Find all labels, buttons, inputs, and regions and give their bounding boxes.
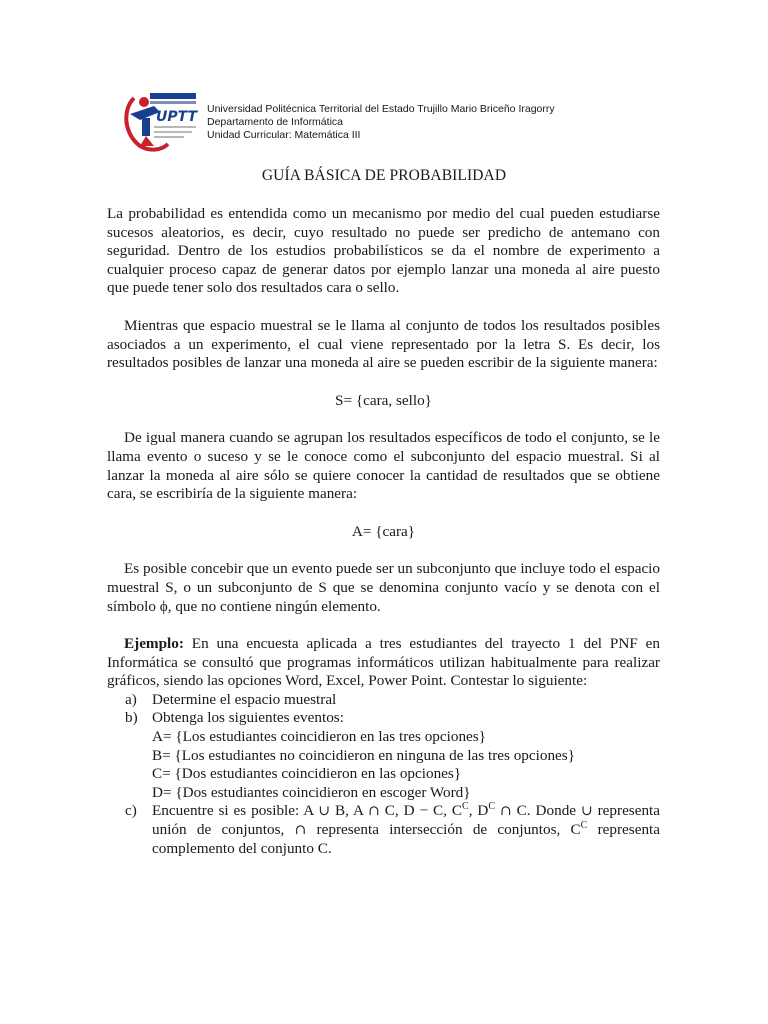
list-item-a (107, 691, 660, 710)
list-marker-a: a) (125, 690, 137, 708)
intersection-symbol: ∩ (294, 822, 307, 839)
example-label: Ejemplo: (124, 635, 184, 653)
intersection-symbol: ∩ (500, 803, 512, 820)
document-header (120, 88, 640, 158)
list-item-b (107, 709, 660, 728)
event-a: A= {Los estudiantes coincidieron en las tres opciones} (152, 728, 486, 746)
exercise-list (107, 691, 660, 858)
paragraph-example (107, 635, 660, 691)
list-marker-c: c) (125, 802, 137, 820)
list-item-c-text: Encuentre si es posible: A ∪ B, A ∩ C, D − C, $C^C$, $D^C$ ∩ C. Donde ∪ representa unión de conjuntos, ∩ representa intersección de conjuntos, $C^C$ representa complemento del conjunto C. (152, 801, 661, 857)
institution-block (207, 103, 555, 142)
university-name: Universidad Politécnica Territorial del Estado Trujillo Mario Briceño Iragorry (207, 103, 555, 115)
union-symbol: ∪ (318, 803, 331, 820)
intersection-symbol: ∩ (368, 803, 380, 820)
uptt-logo-icon (120, 88, 200, 154)
document-body (107, 205, 660, 858)
equation-sample-space: S= {cara, sello} (335, 391, 432, 409)
union-symbol: ∪ (580, 803, 593, 820)
list-marker-b: b) (125, 709, 138, 727)
department-name: Departamento de Informática (207, 116, 343, 128)
paragraph-sample-space: Mientras que espacio muestral se le llama al conjunto de todos los resultados posibles asociados a un experimento, el cual viene representado por la letra S. Es decir, los resultados posibles de lanzar una moneda al aire se pueden escribir de la siguiente manera: (107, 316, 660, 372)
event-c: C= {Dos estudiantes coincidieron en las opciones} (152, 765, 462, 783)
logo-text: UPTT (156, 109, 198, 125)
paragraph-event: De igual manera cuando se agrupan los resultados específicos de todo el conjunto, se le llama evento o suceso y se le conoce como el subconjunto del espacio muestral. Si al lanzar la moneda al aire sólo se quiere conocer la cantidad de resultados que se obtiene cara, se escribiría de la siguiente manera: (107, 429, 660, 503)
paragraph-intro: La probabilidad es entendida como un mecanismo por medio del cual pueden estudiarse sucesos aleatorios, es decir, cuyo resultado no puede ser predicho de antemano con seguridad. Dentro de los estudios probabilísticos se da el nombre de experimento a cualquier proceso capaz de generar datos por ejemplo lanzar una moneda al aire puesto que puede tener solo dos resultados cara o sello. (107, 205, 660, 297)
page-title: GUÍA BÁSICA DE PROBABILIDAD (261, 167, 507, 184)
list-item-c (107, 802, 660, 858)
equation-event: A= {cara} (351, 522, 416, 540)
paragraph-empty-set: Es posible concebir que un evento puede ser un subconjunto que incluye todo el espacio muestral S, o un subconjunto de S que se denomina conjunto vacío y se denota con el símbolo ϕ, que no contiene ningún elemento. (107, 560, 660, 615)
event-d: D= {Dos estudiantes coincidieron en escoger Word} (152, 783, 471, 801)
course-name: Unidad Curricular: Matemática III (207, 129, 361, 141)
list-item-a-text: Determine el espacio muestral (152, 690, 337, 708)
example-text: En una encuesta aplicada a tres estudiantes del trayecto 1 del PNF en Informática se consultó que programas informáticos utilizan habitualmente para realizar gráficos, siendo las opciones Word, Excel, Power Point. Contestar lo siguiente: (107, 635, 660, 690)
list-item-b-text: Obtenga los siguientes eventos: (152, 709, 344, 727)
event-b: B= {Los estudiantes no coincidieron en ninguna de las tres opciones} (152, 746, 575, 764)
